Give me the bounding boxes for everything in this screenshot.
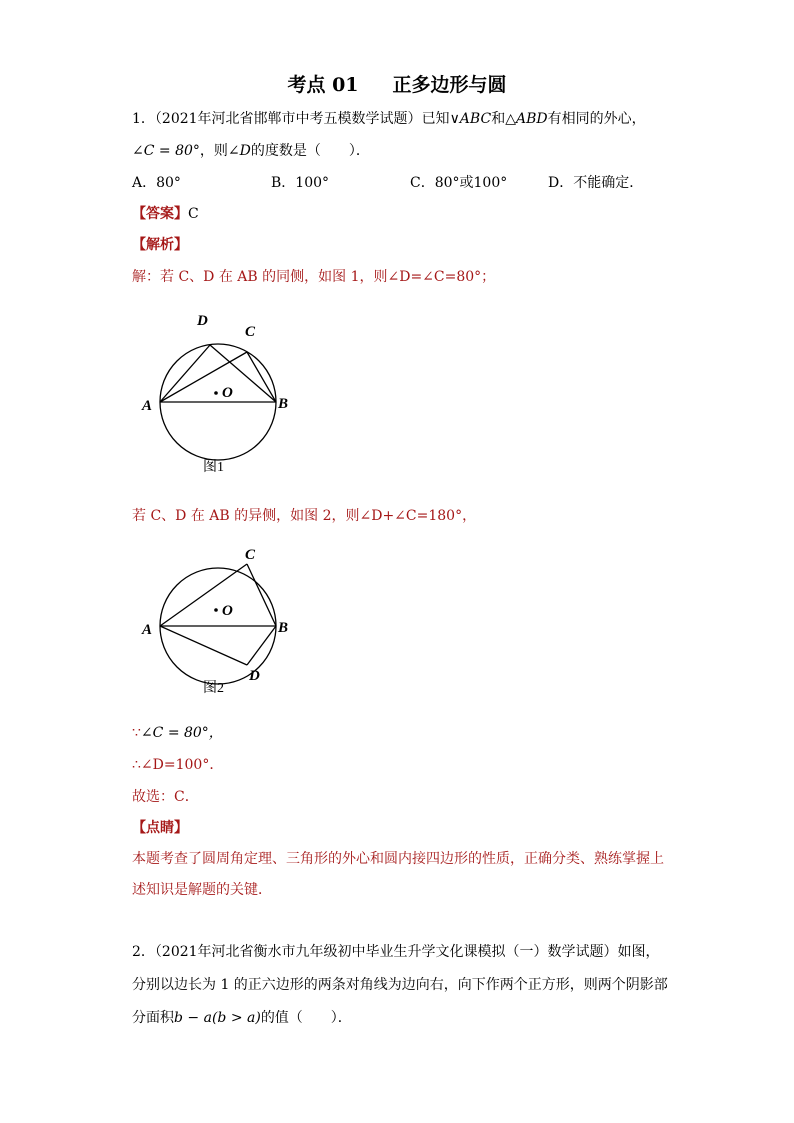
q1-stem-line2: ∠C = 80°，则∠D的度数是（ ）． xyxy=(132,143,370,159)
q1-because: ∵∠C = 80°， xyxy=(132,725,223,741)
q2-stem-line1: 2．（2021年河北省衡水市九年级初中毕业生升学文化课模拟（一）数学试题）如图， xyxy=(132,944,660,960)
fig1-label-a: A xyxy=(142,398,153,414)
fig2-segment-ac xyxy=(160,564,247,626)
fig2-segment-ad xyxy=(160,626,247,665)
fig1-center-dot xyxy=(214,391,218,395)
fig2-label-b: B xyxy=(278,620,289,636)
fig1-label-d: D xyxy=(197,313,208,329)
q1-choose: 故选：C． xyxy=(132,789,199,805)
q1-option-c: C．80°或100° xyxy=(410,175,508,191)
q1-comment-line2: 述知识是解题的关键． xyxy=(132,882,272,898)
q1-option-d: D．不能确定． xyxy=(548,175,644,191)
page-title: 考点 01 正多边形与圆 xyxy=(287,74,507,96)
q1-case1-text: 解：若 C、D 在 AB 的同侧，如图 1，则∠D=∠C=80°； xyxy=(132,269,496,285)
figure-2 xyxy=(130,540,330,705)
q1-case2-text: 若 C、D 在 AB 的异侧，如图 2，则∠D+∠C=180°， xyxy=(132,508,477,524)
fig2-label-o: O xyxy=(222,603,233,619)
fig2-label-d: D xyxy=(249,668,260,684)
fig1-segment-cb xyxy=(247,352,276,402)
q2-stem-line3: 分面积b − a(b > a)的值（ ）． xyxy=(132,1010,352,1026)
q1-stem-line1: 1．（2021年河北省邯郸市中考五模数学试题）已知∨ABC和△ABD有相同的外心， xyxy=(132,111,646,127)
fig1-label-b: B xyxy=(278,396,289,412)
q1-comment-line1: 本题考查了圆周角定理、三角形的外心和圆内接四边形的性质，正确分类、熟练掌握上 xyxy=(132,851,664,867)
fig2-label-c: C xyxy=(245,547,256,563)
q2-stem-line2: 分别以边长为 1 的正六边形的两条对角线为边向右，向下作两个正方形，则两个阴影部 xyxy=(132,977,668,993)
fig2-label-a: A xyxy=(142,622,153,638)
q1-answer: 【答案】C xyxy=(132,206,199,222)
fig1-caption: 图1 xyxy=(203,460,224,475)
fig2-caption: 图2 xyxy=(203,681,224,696)
fig1-label-c: C xyxy=(245,324,256,340)
q1-comment-tag: 【点睛】 xyxy=(132,820,188,836)
fig1-segment-ac xyxy=(160,352,247,402)
figure-1 xyxy=(130,300,330,485)
fig1-label-o: O xyxy=(222,385,233,401)
q1-analysis-tag: 【解析】 xyxy=(132,237,188,253)
q1-option-a: A．80° xyxy=(132,175,181,191)
fig2-center-dot xyxy=(214,608,218,612)
q1-option-b: B．100° xyxy=(271,175,330,191)
fig2-segment-db xyxy=(247,626,276,665)
fig2-segment-cb xyxy=(247,564,276,626)
q1-therefore: ∴∠D=100°． xyxy=(132,757,224,773)
